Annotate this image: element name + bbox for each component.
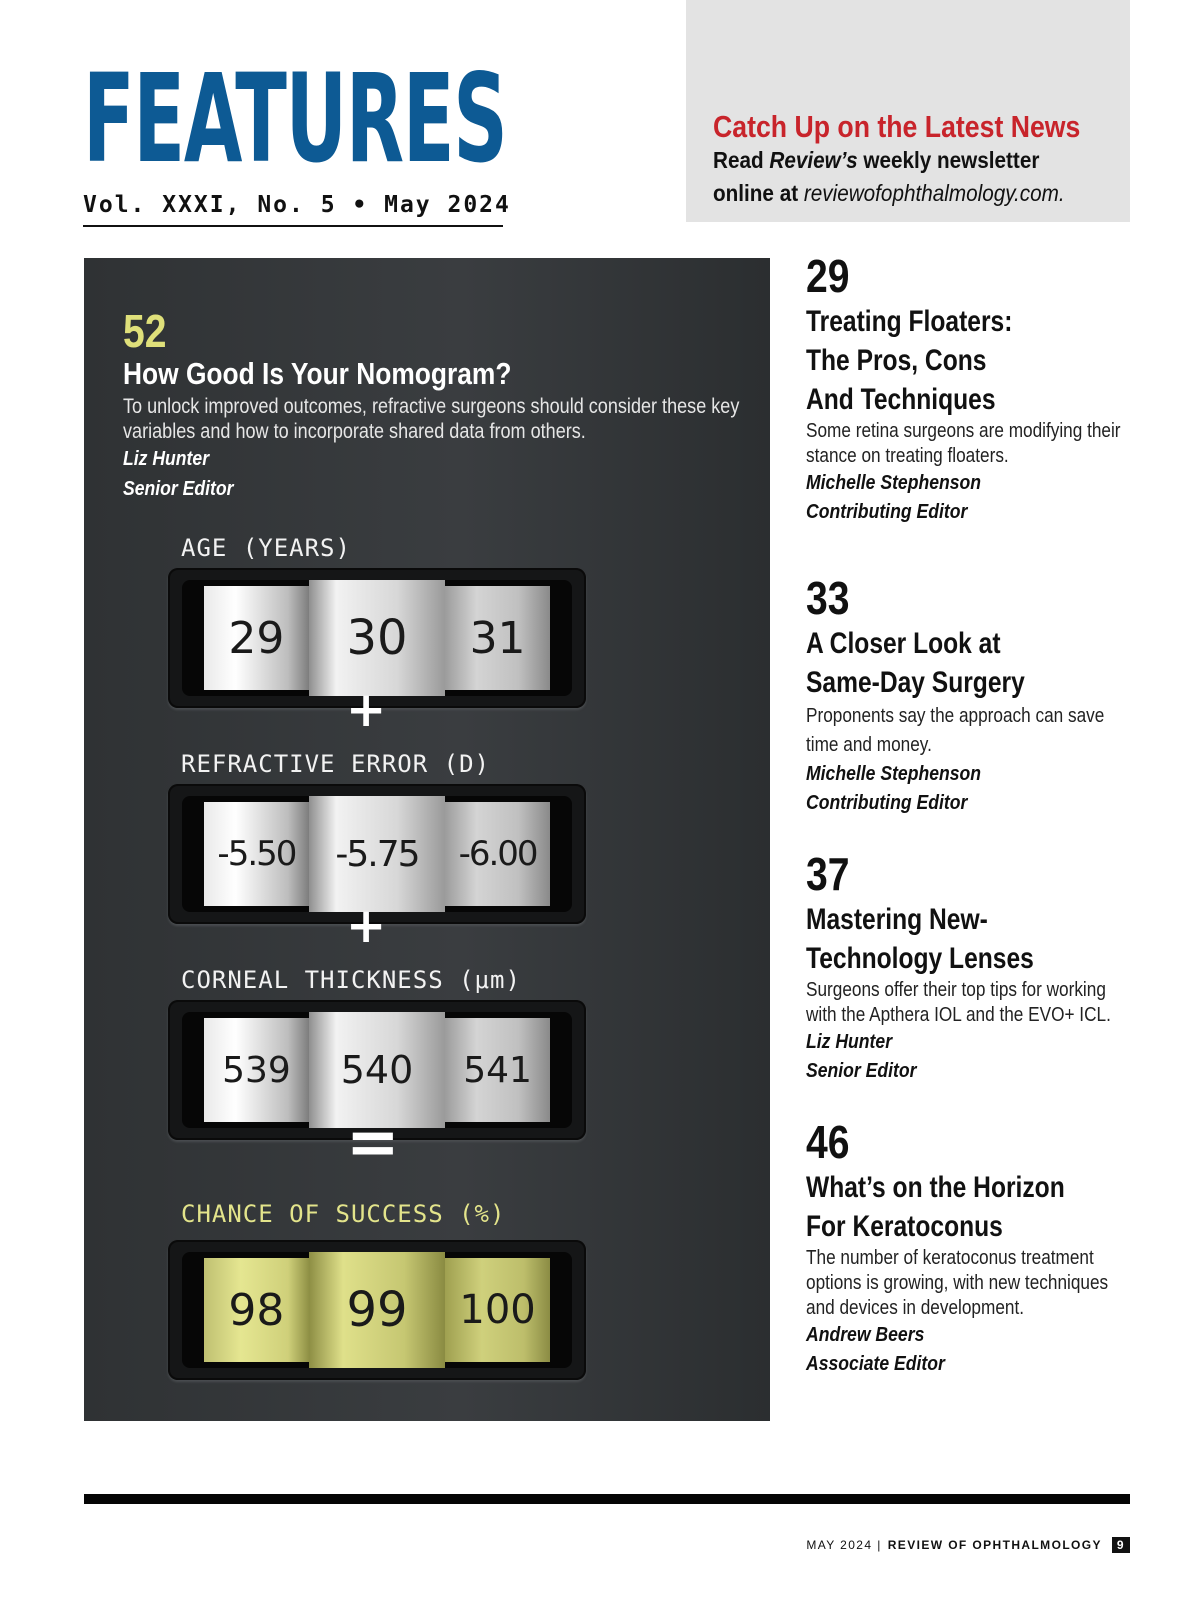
dial-corneal-value-mid: 540 bbox=[309, 1012, 445, 1128]
dial-refractive-value-high: -6.00 bbox=[445, 802, 550, 906]
feature-description: Surgeons offer their top tips for working with the Apthera IOL and the EVO+ ICL. bbox=[806, 979, 1111, 1026]
feature-description: The number of keratoconus treatment options is growing, with new techniques and devices in development. bbox=[806, 1247, 1109, 1319]
feature-title[interactable]: Treating Floaters: The Pros, Cons And Techniques bbox=[806, 305, 1013, 416]
folio-date: MAY 2024 | bbox=[806, 1538, 882, 1552]
dial-label-refractive-error: REFRACTIVE ERROR (D) bbox=[181, 750, 490, 778]
feature-title[interactable]: A Closer Look at Same-Day Surgery bbox=[806, 627, 1025, 699]
newsletter-line-2: online at reviewofophthalmology.com. bbox=[713, 180, 1065, 207]
feature-page-number: 33 bbox=[806, 572, 850, 624]
newsletter-promo[interactable] bbox=[686, 0, 1130, 222]
dial-refractive-value-mid: -5.75 bbox=[309, 796, 445, 912]
cover-feature-page: 52 bbox=[123, 305, 167, 357]
feature-title[interactable]: Mastering New- Technology Lenses bbox=[806, 903, 1034, 975]
cover-feature-title[interactable]: How Good Is Your Nomogram? bbox=[123, 356, 512, 391]
dial-age-value-mid: 30 bbox=[309, 580, 445, 696]
dial-age-value-low: 29 bbox=[204, 586, 309, 690]
dial-success-value-low: 98 bbox=[204, 1258, 309, 1362]
folio-page-number: 9 bbox=[1112, 1537, 1130, 1553]
feature-description: Some retina surgeons are modifying their stance on treating floaters. bbox=[806, 420, 1121, 467]
feature-item-same-day-surgery[interactable] bbox=[806, 574, 1146, 818]
cover-feature-author: Liz Hunter bbox=[123, 448, 210, 470]
feature-item-keratoconus[interactable] bbox=[806, 1118, 1146, 1379]
feature-role: Associate Editor bbox=[806, 1353, 945, 1375]
dial-success-value-mid: 99 bbox=[309, 1252, 445, 1368]
newsletter-line-1: Read Review’s weekly newsletter bbox=[713, 147, 1040, 174]
newsletter-headline: Catch Up on the Latest News bbox=[713, 109, 1081, 144]
plus-operator-1: + bbox=[346, 682, 387, 738]
feature-role: Senior Editor bbox=[806, 1060, 917, 1082]
dial-corneal-value-high: 541 bbox=[445, 1018, 550, 1122]
footer-rule bbox=[84, 1494, 1130, 1504]
header-divider bbox=[83, 225, 503, 227]
dial-chance-of-success bbox=[168, 1240, 586, 1380]
feature-author: Michelle Stephenson bbox=[806, 763, 982, 785]
folio-publication: REVIEW OF OPHTHALMOLOGY bbox=[887, 1538, 1102, 1552]
plus-operator-2: + bbox=[346, 898, 387, 954]
dial-refractive-value-low: -5.50 bbox=[204, 802, 309, 906]
equals-operator: = bbox=[346, 1106, 400, 1180]
feature-page-number: 29 bbox=[806, 250, 850, 302]
feature-item-floaters[interactable] bbox=[806, 252, 1146, 527]
dial-label-chance-of-success: CHANCE OF SUCCESS (%) bbox=[181, 1200, 506, 1228]
feature-title[interactable]: What’s on the Horizon For Keratoconus bbox=[806, 1171, 1065, 1243]
dial-label-corneal-thickness: CORNEAL THICKNESS (μm) bbox=[181, 966, 521, 994]
section-title: FEATURES bbox=[83, 48, 507, 190]
dial-corneal-value-low: 539 bbox=[204, 1018, 309, 1122]
feature-description: Proponents say the approach can save time and money. bbox=[806, 705, 1105, 756]
cover-feature-description: To unlock improved outcomes, refractive surgeons should consider these key variables and how to incorporate shared data from others. bbox=[123, 395, 740, 443]
issue-line: Vol. XXXI, No. 5 • May 2024 bbox=[83, 192, 511, 218]
feature-author: Andrew Beers bbox=[806, 1324, 925, 1346]
dial-success-value-high: 100 bbox=[445, 1258, 550, 1362]
feature-page-number: 37 bbox=[806, 848, 850, 900]
cover-feature-role: Senior Editor bbox=[123, 478, 234, 500]
page-folio bbox=[806, 1537, 1130, 1553]
cover-feature-panel[interactable] bbox=[84, 258, 770, 1421]
feature-author: Liz Hunter bbox=[806, 1031, 893, 1053]
newsletter-url-link[interactable]: reviewofophthalmology.com. bbox=[803, 180, 1065, 207]
dial-label-age: AGE (YEARS) bbox=[181, 534, 351, 562]
dial-age-value-high: 31 bbox=[445, 586, 550, 690]
feature-role: Contributing Editor bbox=[806, 792, 968, 814]
feature-item-technology-lenses[interactable] bbox=[806, 850, 1146, 1086]
feature-author: Michelle Stephenson bbox=[806, 472, 982, 494]
feature-page-number: 46 bbox=[806, 1116, 850, 1168]
feature-role: Contributing Editor bbox=[806, 501, 968, 523]
